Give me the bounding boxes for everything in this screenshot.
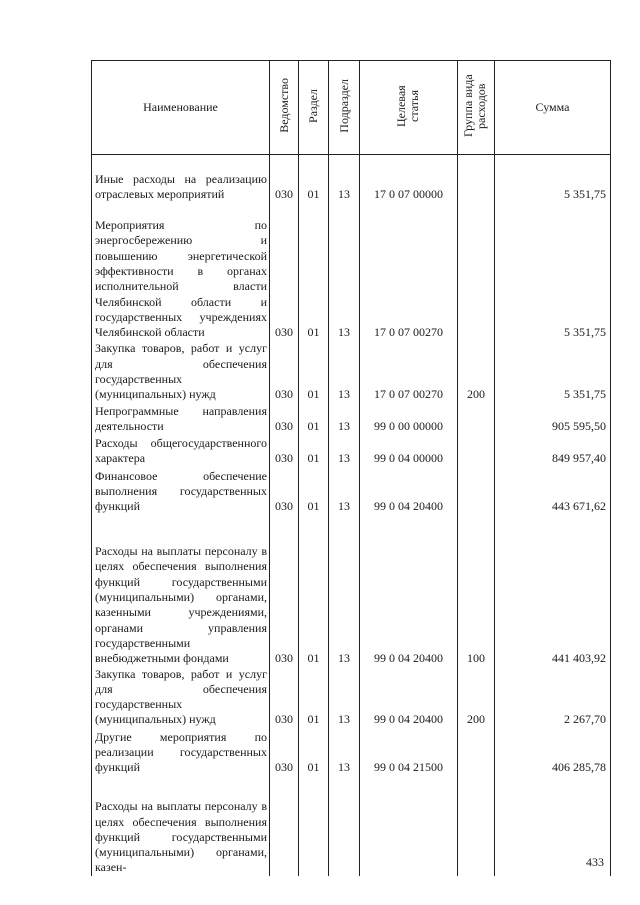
cell-name: Мероприятия по энергосбережению и повышению энергетической эффективности в органах исполнительной власти Челябинской области и государственных учреждениях Челябинской области bbox=[92, 203, 270, 341]
cell-section bbox=[299, 776, 329, 876]
cell-dept: 030 bbox=[270, 155, 299, 203]
cell-subsection: 13 bbox=[329, 667, 360, 728]
cell-dept: 030 bbox=[270, 667, 299, 728]
cell-section: 01 bbox=[299, 155, 329, 203]
table-header-row bbox=[92, 61, 611, 155]
cell-target: 99 0 00 00000 bbox=[360, 403, 458, 435]
table-row bbox=[92, 515, 611, 667]
table-row bbox=[92, 435, 611, 467]
table-row bbox=[92, 403, 611, 435]
cell-subsection: 13 bbox=[329, 403, 360, 435]
cell-group bbox=[458, 155, 495, 203]
cell-target: 99 0 04 21500 bbox=[360, 728, 458, 776]
header-dept: Ведомство bbox=[270, 61, 299, 155]
table-row bbox=[92, 341, 611, 403]
cell-subsection: 13 bbox=[329, 515, 360, 667]
cell-group: 200 bbox=[458, 341, 495, 403]
cell-name: Закупка товаров, работ и услуг для обеспечения государственных (муниципальных) нужд bbox=[92, 667, 270, 728]
cell-dept: 030 bbox=[270, 341, 299, 403]
cell-section: 01 bbox=[299, 403, 329, 435]
cell-name: Расходы на выплаты персоналу в целях обеспечения выполнения функций государственными (муниципальными) органами, казен- bbox=[92, 776, 270, 876]
header-sum: Сумма bbox=[495, 61, 611, 155]
table-row bbox=[92, 728, 611, 776]
cell-dept: 030 bbox=[270, 467, 299, 515]
table-row bbox=[92, 203, 611, 341]
cell-sum: 5 351,75 bbox=[495, 203, 611, 341]
cell-sum: 406 285,78 bbox=[495, 728, 611, 776]
cell-target: 17 0 07 00270 bbox=[360, 341, 458, 403]
cell-sum: 2 267,70 bbox=[495, 667, 611, 728]
cell-group bbox=[458, 203, 495, 341]
budget-table bbox=[91, 60, 611, 876]
cell-section: 01 bbox=[299, 728, 329, 776]
cell-subsection: 13 bbox=[329, 467, 360, 515]
cell-name: Расходы общегосударственного характера bbox=[92, 435, 270, 467]
cell-section: 01 bbox=[299, 203, 329, 341]
cell-group bbox=[458, 728, 495, 776]
cell-target: 99 0 04 20400 bbox=[360, 467, 458, 515]
cell-section: 01 bbox=[299, 467, 329, 515]
cell-subsection bbox=[329, 776, 360, 876]
cell-sum: 5 351,75 bbox=[495, 155, 611, 203]
cell-sum: 905 595,50 bbox=[495, 403, 611, 435]
header-subsection: Подраздел bbox=[329, 61, 360, 155]
cell-name: Непрограммные направления деятельности bbox=[92, 403, 270, 435]
cell-dept bbox=[270, 776, 299, 876]
header-target: Целевая статья bbox=[360, 61, 458, 155]
cell-group bbox=[458, 435, 495, 467]
table-row bbox=[92, 467, 611, 515]
cell-dept: 030 bbox=[270, 435, 299, 467]
cell-section: 01 bbox=[299, 341, 329, 403]
cell-name: Другие мероприятия по реализации государственных функций bbox=[92, 728, 270, 776]
cell-dept: 030 bbox=[270, 203, 299, 341]
cell-group bbox=[458, 776, 495, 876]
cell-section: 01 bbox=[299, 515, 329, 667]
cell-group: 100 bbox=[458, 515, 495, 667]
cell-sum: 441 403,92 bbox=[495, 515, 611, 667]
cell-group: 200 bbox=[458, 667, 495, 728]
table-row bbox=[92, 776, 611, 876]
cell-section: 01 bbox=[299, 435, 329, 467]
page-number: 433 bbox=[586, 855, 604, 869]
cell-target: 99 0 04 20400 bbox=[360, 667, 458, 728]
table-row bbox=[92, 155, 611, 203]
cell-section: 01 bbox=[299, 667, 329, 728]
cell-subsection: 13 bbox=[329, 728, 360, 776]
cell-name: Финансовое обеспечение выполнения государственных функций bbox=[92, 467, 270, 515]
cell-subsection: 13 bbox=[329, 203, 360, 341]
cell-sum: 849 957,40 bbox=[495, 435, 611, 467]
cell-dept: 030 bbox=[270, 403, 299, 435]
cell-group bbox=[458, 403, 495, 435]
header-name: Наименование bbox=[92, 61, 270, 155]
cell-dept: 030 bbox=[270, 515, 299, 667]
cell-target: 99 0 04 00000 bbox=[360, 435, 458, 467]
header-group: Группа вида расходов bbox=[458, 61, 495, 155]
cell-target: 17 0 07 00000 bbox=[360, 155, 458, 203]
header-section: Раздел bbox=[299, 61, 329, 155]
cell-group bbox=[458, 467, 495, 515]
cell-target: 99 0 04 20400 bbox=[360, 515, 458, 667]
cell-dept: 030 bbox=[270, 728, 299, 776]
cell-name: Закупка товаров, работ и услуг для обеспечения государственных (муниципальных) нужд bbox=[92, 341, 270, 403]
cell-target bbox=[360, 776, 458, 876]
cell-sum: 443 671,62 bbox=[495, 467, 611, 515]
cell-subsection: 13 bbox=[329, 341, 360, 403]
cell-sum: 5 351,75 bbox=[495, 341, 611, 403]
cell-name: Иные расходы на реализацию отраслевых мероприятий bbox=[92, 155, 270, 203]
cell-subsection: 13 bbox=[329, 435, 360, 467]
cell-subsection: 13 bbox=[329, 155, 360, 203]
cell-name: Расходы на выплаты персоналу в целях обеспечения выполнения функций государственными (муниципальными) органами, казенными учреждениями, органами управления государственными внебюджетными фондами bbox=[92, 515, 270, 667]
cell-target: 17 0 07 00270 bbox=[360, 203, 458, 341]
table-row bbox=[92, 667, 611, 728]
